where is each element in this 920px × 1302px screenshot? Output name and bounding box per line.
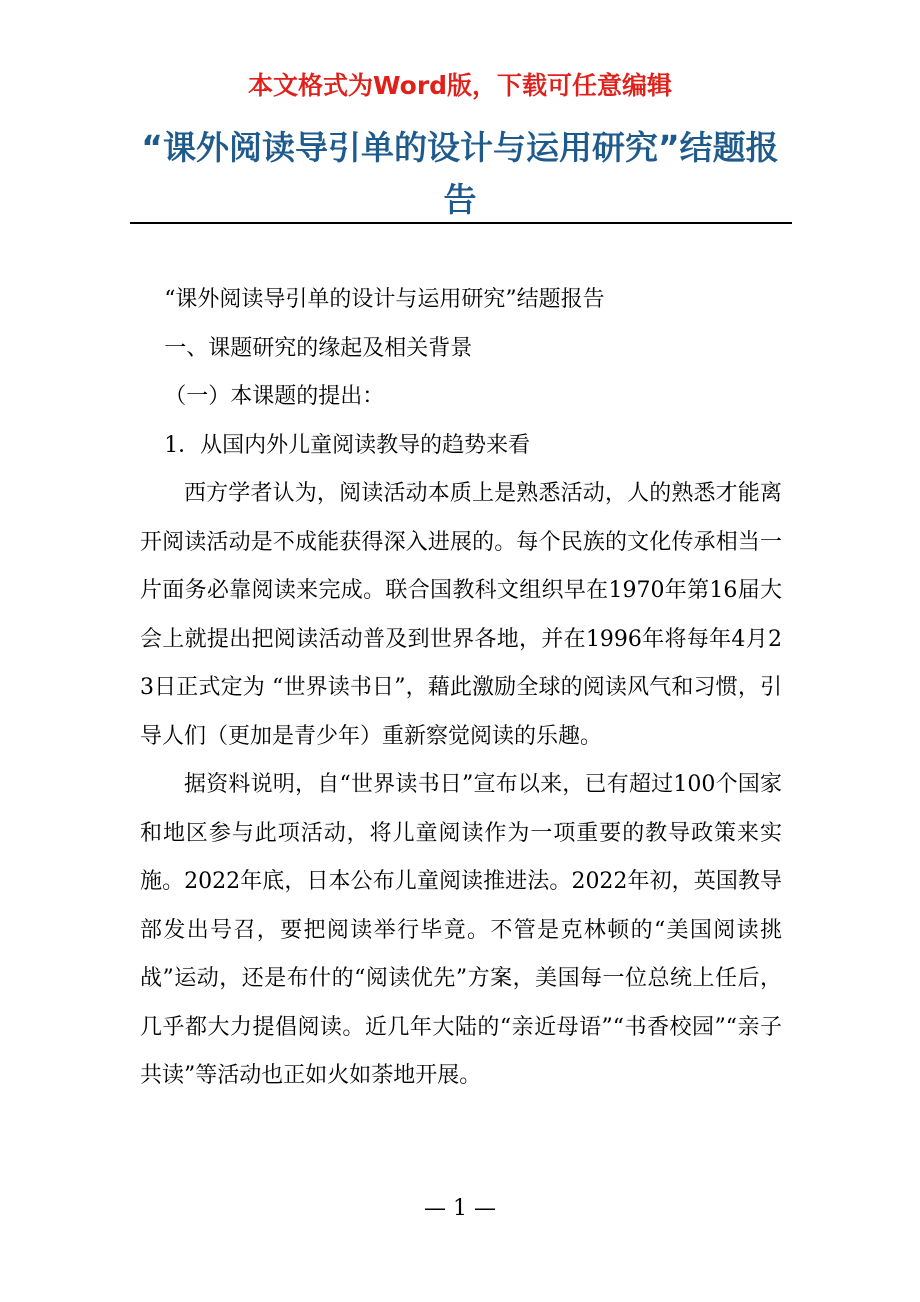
document-title: “课外阅读导引单的设计与运用研究”结题报告 — [141, 128, 779, 219]
point-heading-1: 1．从国内外儿童阅读教导的趋势来看 — [164, 432, 531, 458]
section-heading-1: 一、课题研究的缘起及相关背景 — [164, 335, 473, 361]
document-body — [140, 276, 782, 1101]
subsection-heading-1: （一）本课题的提出： — [164, 384, 385, 409]
page-number: — 1 — — [424, 1196, 496, 1221]
edit-notice-banner: 本文格式为Word版，下载可任意编辑 — [247, 71, 673, 100]
report-heading: “课外阅读导引单的设计与运用研究”结题报告 — [164, 287, 605, 312]
paragraph-2: 据资料说明，自“世界读书日”宣布以来，已有超过100个国家和地区参与此项活动，将儿童阅读作为一项重要的教导政策来实施。2022年底，日本公布儿童阅读推进法。2022年初，英国教导部发出号召，要把阅读举行毕竟。不管是克林顿的“美国阅读挑战”运动，还是布什的“阅读优先”方案，美国每一位总统上任后，几乎都大力提倡阅读。近几年大陆的“亲近母语”“书香校园”“亲子共读”等活动也正如火如荼地开展。 — [140, 772, 782, 1088]
title-divider — [130, 222, 792, 224]
paragraph-1: 西方学者认为，阅读活动本质上是熟悉活动，人的熟悉才能离开阅读活动是不成能获得深入进展的。每个民族的文化传承相当一片面务必靠阅读来完成。联合国教科文组织早在1970年第16届大会上就提出把阅读活动普及到世界各地，并在1996年将每年4月23日正式定为 “世界读书日”，藉此激励全球的阅读风气和习惯，引导人们（更加是青少年）重新察觉阅读的乐趣。 — [140, 481, 782, 749]
